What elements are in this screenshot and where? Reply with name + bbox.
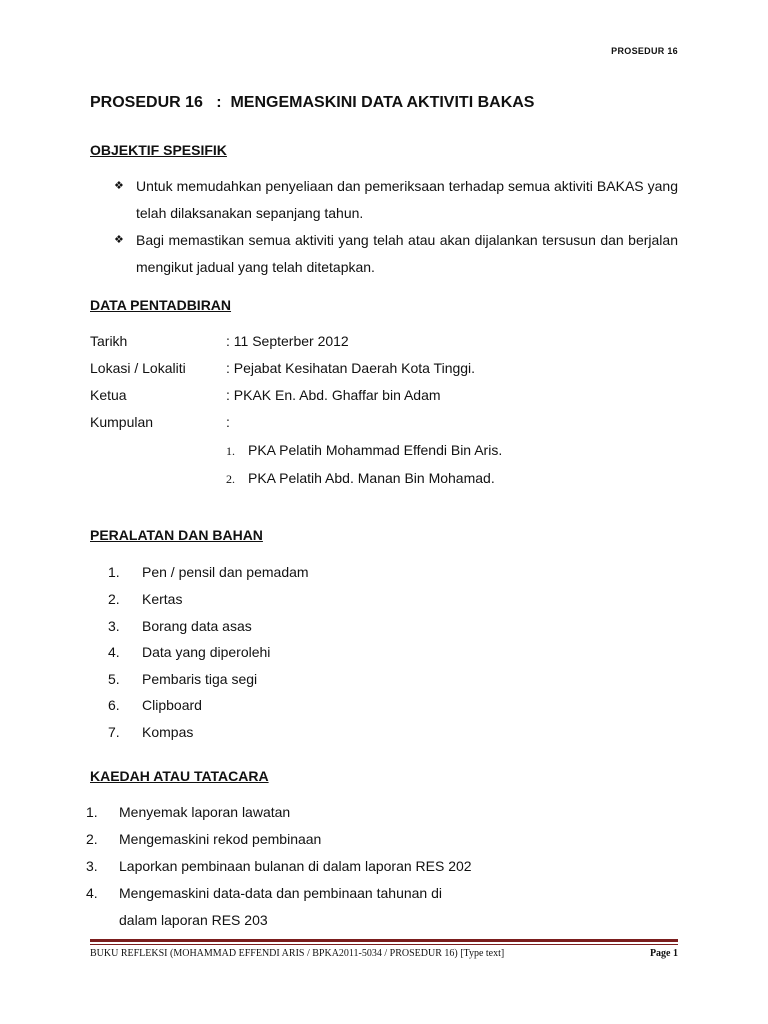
member-number: 1. — [226, 444, 235, 458]
item-number: 4. — [108, 644, 120, 660]
page-header-label: PROSEDUR 16 — [611, 46, 678, 56]
item-text: Kompas — [142, 724, 194, 740]
diamond-bullet-icon: ❖ — [114, 234, 124, 246]
item-number: 6. — [108, 697, 120, 713]
section-heading-pentadbiran: DATA PENTADBIRAN — [90, 297, 232, 313]
item-number: 1. — [86, 804, 98, 820]
list-item — [90, 173, 678, 227]
item-text: Data yang diperolehi — [142, 644, 271, 660]
item-number: 2. — [108, 591, 120, 607]
page-number: Page 1 — [649, 948, 678, 959]
member-number: 2. — [226, 472, 235, 486]
item-text: Clipboard — [142, 697, 202, 713]
item-number: 4. — [86, 885, 98, 901]
field-label: Ketua — [90, 387, 127, 403]
field-value: : — [226, 414, 230, 430]
member-name: PKA Pelatih Mohammad Effendi Bin Aris. — [248, 442, 503, 458]
pentadbiran-row — [90, 355, 475, 382]
footer-rule-thick — [90, 939, 678, 942]
item-number: 3. — [86, 858, 98, 874]
member-name: PKA Pelatih Abd. Manan Bin Mohamad. — [248, 470, 495, 486]
diamond-bullet-icon: ❖ — [114, 180, 124, 192]
list-item — [86, 880, 442, 907]
list-item — [108, 692, 202, 719]
objektif-item-text: Untuk memudahkan penyeliaan dan pemeriksaan terhadap semua aktiviti BAKAS yang telah dilaksanakan sepanjang tahun. — [136, 178, 678, 221]
pentadbiran-row — [90, 382, 441, 409]
item-text: Mengemaskini data-data dan pembinaan tahunan di — [119, 885, 443, 901]
item-text: Pen / pensil dan pemadam — [142, 564, 309, 580]
item-number: 7. — [108, 724, 120, 740]
section-heading-peralatan: PERALATAN DAN BAHAN — [90, 527, 263, 543]
item-number: 1. — [108, 564, 120, 580]
field-label: Kumpulan — [90, 414, 154, 430]
list-item — [86, 799, 290, 826]
list-item — [86, 826, 321, 853]
page-title: PROSEDUR 16 : MENGEMASKINI DATA AKTIVITI BAKAS — [90, 94, 535, 111]
list-item — [108, 666, 257, 693]
list-item — [108, 586, 182, 613]
footer-rule-thin — [90, 944, 678, 945]
field-label: Tarikh — [90, 333, 128, 349]
list-item — [86, 853, 472, 880]
list-item — [108, 613, 252, 640]
objektif-item-text: Bagi memastikan semua aktiviti yang telah atau akan dijalankan tersusun dan berjalan mengikut jadual yang telah ditetapkan. — [136, 232, 678, 275]
section-heading-objektif: OBJEKTIF SPESIFIK — [90, 142, 227, 158]
item-text: Kertas — [142, 591, 183, 607]
list-item — [108, 719, 193, 746]
field-value: : 11 Septerber 2012 — [226, 333, 349, 349]
item-number: 5. — [108, 671, 120, 687]
member-item — [226, 437, 502, 464]
list-item — [108, 639, 270, 666]
list-item-continuation: dalam laporan RES 203 — [119, 912, 268, 928]
item-text: Borang data asas — [142, 618, 252, 634]
section-heading-kaedah: KAEDAH ATAU TATACARA — [90, 768, 269, 784]
item-text: Laporkan pembinaan bulanan di dalam laporan RES 202 — [119, 858, 472, 874]
objektif-list — [90, 173, 678, 281]
pentadbiran-row — [90, 328, 349, 355]
item-text: Mengemaskini rekod pembinaan — [119, 831, 322, 847]
pentadbiran-row — [90, 409, 230, 436]
member-item — [226, 465, 495, 492]
footer-text: BUKU REFLEKSI (MOHAMMAD EFFENDI ARIS / BPKA2011-5034 / PROSEDUR 16) [Type text] — [90, 948, 505, 959]
item-text: Menyemak laporan lawatan — [119, 804, 291, 820]
field-label: Lokasi / Lokaliti — [90, 360, 186, 376]
item-number: 3. — [108, 618, 120, 634]
field-value: : PKAK En. Abd. Ghaffar bin Adam — [226, 387, 441, 403]
item-text: Pembaris tiga segi — [142, 671, 258, 687]
field-value: : Pejabat Kesihatan Daerah Kota Tinggi. — [226, 360, 476, 376]
list-item — [90, 227, 678, 281]
item-number: 2. — [86, 831, 98, 847]
list-item — [108, 559, 309, 586]
